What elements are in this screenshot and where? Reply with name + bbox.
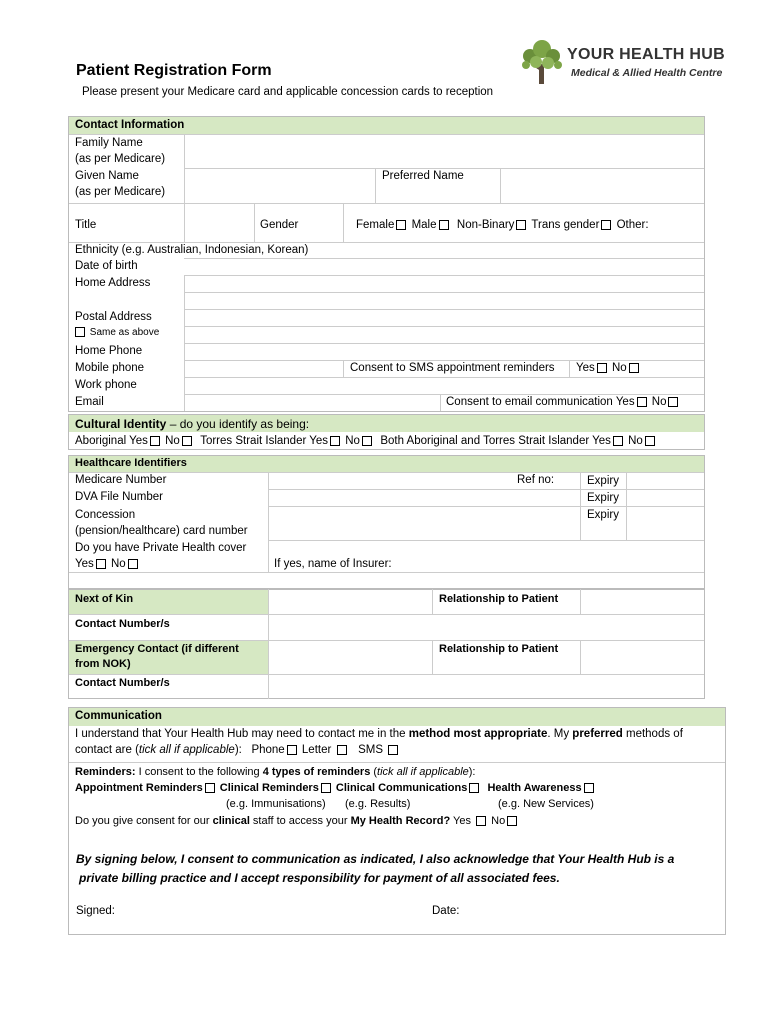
signed-label: Signed: — [76, 905, 116, 917]
concession-label: Concession — [75, 509, 136, 521]
eg-results: (e.g. Results) — [345, 798, 411, 810]
medicare-label: Medicare Number — [75, 474, 167, 486]
torres-no-checkbox[interactable] — [362, 436, 372, 446]
expiry-label-3: Expiry — [587, 509, 619, 521]
family-name-label: Family Name — [75, 137, 143, 149]
private-cover-label: Do you have Private Health cover — [75, 542, 247, 554]
communication-line-2: contact are (tick all if applicable): Phone Letter SMS — [75, 744, 400, 756]
female-checkbox[interactable] — [396, 220, 406, 230]
declaration-line-2: private billing practice and I accept responsibility for payment of all associated fees. — [79, 871, 560, 885]
declaration-line-1: By signing below, I consent to communication as indicated, I also acknowledge that Your Health Hub is a — [76, 852, 675, 866]
private-cover-options: Yes No — [75, 558, 140, 570]
aboriginal-no-checkbox[interactable] — [182, 436, 192, 446]
logo-name: YOUR HEALTH HUB — [567, 46, 725, 63]
private-yes-checkbox[interactable] — [96, 559, 106, 569]
sms-yes-checkbox[interactable] — [597, 363, 607, 373]
gender-options: Female Male Non-Binary Trans gender Other: — [356, 219, 649, 231]
email-no-checkbox[interactable] — [668, 397, 678, 407]
clinical-comm-checkbox[interactable] — [469, 783, 479, 793]
contact-header: Contact Information — [75, 119, 185, 131]
page-title: Patient Registration Form — [76, 62, 272, 79]
date-label: Date: — [432, 905, 460, 917]
cultural-options: Aboriginal Yes No Torres Strait Islander Yes No Both Aboriginal and Torres Strait Islander Yes No — [75, 435, 657, 447]
aboriginal-yes-checkbox[interactable] — [150, 436, 160, 446]
communication-line-1: I understand that Your Health Hub may need to contact me in the method most appropriate. My preferred methods of — [75, 728, 683, 740]
emergency-relationship-label: Relationship to Patient — [439, 643, 559, 655]
home-phone-label: Home Phone — [75, 345, 143, 357]
sms-checkbox[interactable] — [388, 745, 398, 755]
sms-consent-options: Yes No — [576, 362, 641, 374]
eg-immunisations: (e.g. Immunisations) — [226, 798, 326, 810]
nonbinary-checkbox[interactable] — [516, 220, 526, 230]
gender-label: Gender — [260, 219, 299, 231]
transgender-checkbox[interactable] — [601, 220, 611, 230]
nok-contact-label: Contact Number/s — [75, 618, 170, 630]
logo-tagline: Medical & Allied Health Centre — [571, 67, 723, 79]
email-label: Email — [75, 396, 104, 408]
health-awareness-checkbox[interactable] — [584, 783, 594, 793]
healthcare-header: Healthcare Identifiers — [75, 457, 187, 469]
email-yes-checkbox[interactable] — [637, 397, 647, 407]
same-as-above-checkbox[interactable] — [75, 327, 85, 337]
reminders-line: Reminders: I consent to the following 4 types of reminders (tick all if applicable): — [75, 766, 476, 778]
preferred-name-label: Preferred Name — [382, 170, 464, 182]
concession-label-2: (pension/healthcare) card number — [75, 525, 248, 537]
sms-no-checkbox[interactable] — [629, 363, 639, 373]
family-name-note: (as per Medicare) — [75, 153, 166, 165]
title-label: Title — [75, 219, 97, 231]
both-no-checkbox[interactable] — [645, 436, 655, 446]
reminder-types: Appointment Reminders Clinical Reminders Clinical Communications Health Awareness — [75, 782, 596, 794]
communication-header: Communication — [75, 710, 162, 722]
emergency-contact-label: Contact Number/s — [75, 677, 170, 689]
private-no-checkbox[interactable] — [128, 559, 138, 569]
expiry-label-2: Expiry — [587, 492, 619, 504]
phone-checkbox[interactable] — [287, 745, 297, 755]
record-yes-checkbox[interactable] — [476, 816, 486, 826]
ref-no-label: Ref no: — [517, 474, 555, 486]
page-subtitle: Please present your Medicare card and applicable concession cards to reception — [82, 86, 494, 98]
expiry-label-1: Expiry — [587, 475, 619, 487]
email-consent: Consent to email communication Yes No — [446, 396, 680, 408]
emergency-label-2: from NOK) — [75, 658, 131, 670]
letter-checkbox[interactable] — [337, 745, 347, 755]
male-checkbox[interactable] — [439, 220, 449, 230]
home-address-label: Home Address — [75, 277, 151, 289]
sms-consent-label: Consent to SMS appointment reminders — [350, 362, 555, 374]
nok-relationship-label: Relationship to Patient — [439, 593, 559, 605]
insurer-label: If yes, name of Insurer: — [274, 558, 392, 570]
both-yes-checkbox[interactable] — [613, 436, 623, 446]
nok-label: Next of Kin — [75, 593, 134, 605]
dva-label: DVA File Number — [75, 491, 163, 503]
given-name-label: Given Name — [75, 170, 139, 182]
tree-icon — [518, 36, 566, 86]
dob-label: Date of birth — [75, 260, 138, 272]
eg-new-services: (e.g. New Services) — [498, 798, 594, 810]
cultural-header: Cultural Identity – do you identify as being: — [75, 417, 310, 431]
torres-yes-checkbox[interactable] — [330, 436, 340, 446]
emergency-label: Emergency Contact (if different — [75, 643, 239, 655]
postal-address-label: Postal Address — [75, 311, 152, 323]
clinical-reminders-checkbox[interactable] — [321, 783, 331, 793]
work-phone-label: Work phone — [75, 379, 137, 391]
appt-reminders-checkbox[interactable] — [205, 783, 215, 793]
ethnicity-label: Ethnicity (e.g. Australian, Indonesian, Korean) — [75, 244, 309, 256]
mobile-phone-label: Mobile phone — [75, 362, 145, 374]
my-health-record-line: Do you give consent for our clinical staff to access your My Health Record? Yes No — [75, 815, 519, 827]
same-as-above: Same as above — [75, 327, 159, 338]
record-no-checkbox[interactable] — [507, 816, 517, 826]
given-name-note: (as per Medicare) — [75, 186, 166, 198]
